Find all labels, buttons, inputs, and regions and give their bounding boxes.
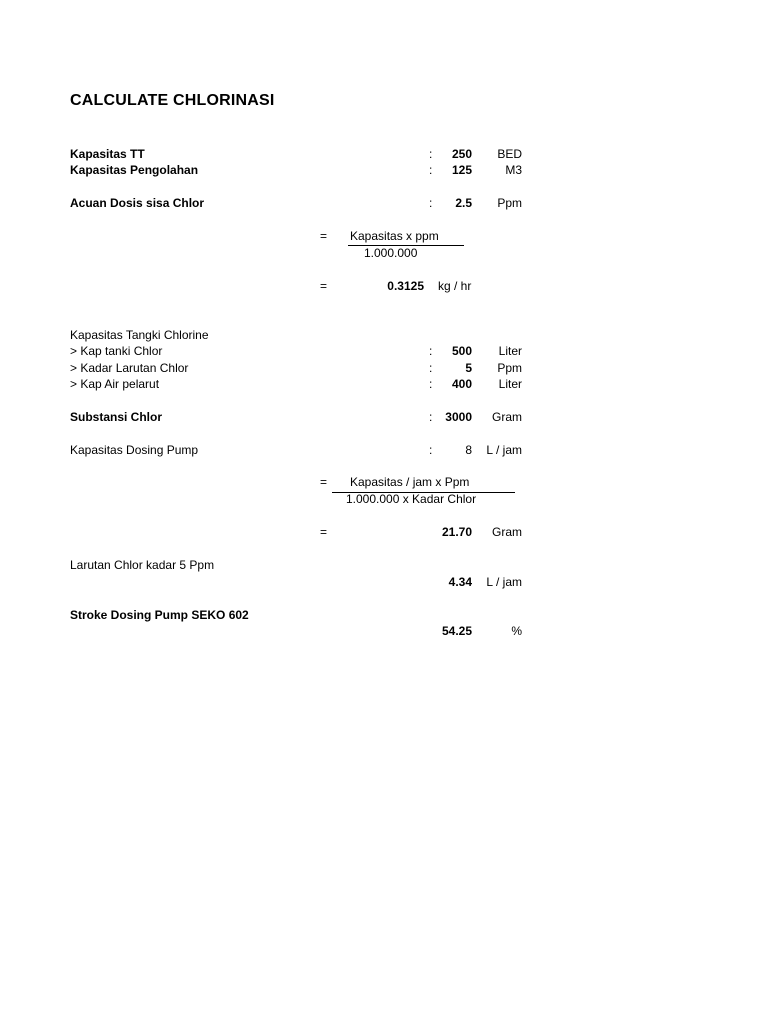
label-acuan-dosis: Acuan Dosis sisa Chlor xyxy=(70,196,205,210)
unit-substansi-chlor: Gram xyxy=(492,410,522,424)
colon: : xyxy=(429,196,433,210)
label-larutan-chlor: Larutan Chlor kadar 5 Ppm xyxy=(70,558,215,572)
value-kapasitas-pengolahan: 125 xyxy=(451,163,472,177)
colon: : xyxy=(429,377,433,391)
colon: : xyxy=(429,163,433,177)
label-kap-tanki: > Kap tanki Chlor xyxy=(70,344,163,358)
label-kapasitas-tt: Kapasitas TT xyxy=(70,147,145,161)
label-substansi-chlor: Substansi Chlor xyxy=(70,410,163,424)
value-dosing-pump: 8 xyxy=(465,443,472,457)
unit-kapasitas-tt: BED xyxy=(497,147,522,161)
value-acuan-dosis: 2.5 xyxy=(455,196,472,210)
unit-kapasitas-pengolahan: M3 xyxy=(505,163,522,177)
equals-sign: = xyxy=(320,475,328,489)
unit-larutan-chlor: L / jam xyxy=(486,575,522,589)
result2-value: 21.70 xyxy=(441,525,472,539)
unit-kap-air: Liter xyxy=(498,377,522,391)
formula1-numerator: Kapasitas x ppm xyxy=(350,229,439,243)
label-stroke-dosing: Stroke Dosing Pump SEKO 602 xyxy=(70,608,249,622)
formula2-numerator: Kapasitas / jam x Ppm xyxy=(350,475,470,489)
unit-dosing-pump: L / jam xyxy=(486,443,522,457)
unit-kadar-larutan: Ppm xyxy=(497,361,522,375)
equals-sign: = xyxy=(320,229,328,243)
colon: : xyxy=(429,361,433,375)
value-kap-tanki: 500 xyxy=(451,344,472,358)
label-dosing-pump: Kapasitas Dosing Pump xyxy=(70,443,199,457)
page-title: CALCULATE CHLORINASI xyxy=(70,92,275,109)
colon: : xyxy=(429,147,433,161)
value-larutan-chlor: 4.34 xyxy=(448,575,472,589)
colon: : xyxy=(429,344,433,358)
unit-acuan-dosis: Ppm xyxy=(497,196,522,210)
value-substansi-chlor: 3000 xyxy=(445,410,472,424)
value-kapasitas-tt: 250 xyxy=(451,147,472,161)
label-kapasitas-tangki: Kapasitas Tangki Chlorine xyxy=(70,328,209,342)
label-kadar-larutan: > Kadar Larutan Chlor xyxy=(70,361,189,375)
formula1-denominator: 1.000.000 xyxy=(364,246,418,260)
result1-unit: kg / hr xyxy=(438,279,472,293)
value-kap-air: 400 xyxy=(451,377,472,391)
colon: : xyxy=(429,443,433,457)
value-kadar-larutan: 5 xyxy=(465,361,472,375)
equals-sign: = xyxy=(320,279,328,293)
formula2-denominator: 1.000.000 x Kadar Chlor xyxy=(346,492,477,506)
unit-stroke-dosing: % xyxy=(511,624,522,638)
equals-sign: = xyxy=(320,525,328,539)
label-kap-air: > Kap Air pelarut xyxy=(70,377,160,391)
result2-unit: Gram xyxy=(492,525,522,539)
colon: : xyxy=(429,410,433,424)
result1-value: 0.3125 xyxy=(387,279,424,293)
value-stroke-dosing: 54.25 xyxy=(441,624,472,638)
unit-kap-tanki: Liter xyxy=(498,344,522,358)
label-kapasitas-pengolahan: Kapasitas Pengolahan xyxy=(70,163,199,177)
